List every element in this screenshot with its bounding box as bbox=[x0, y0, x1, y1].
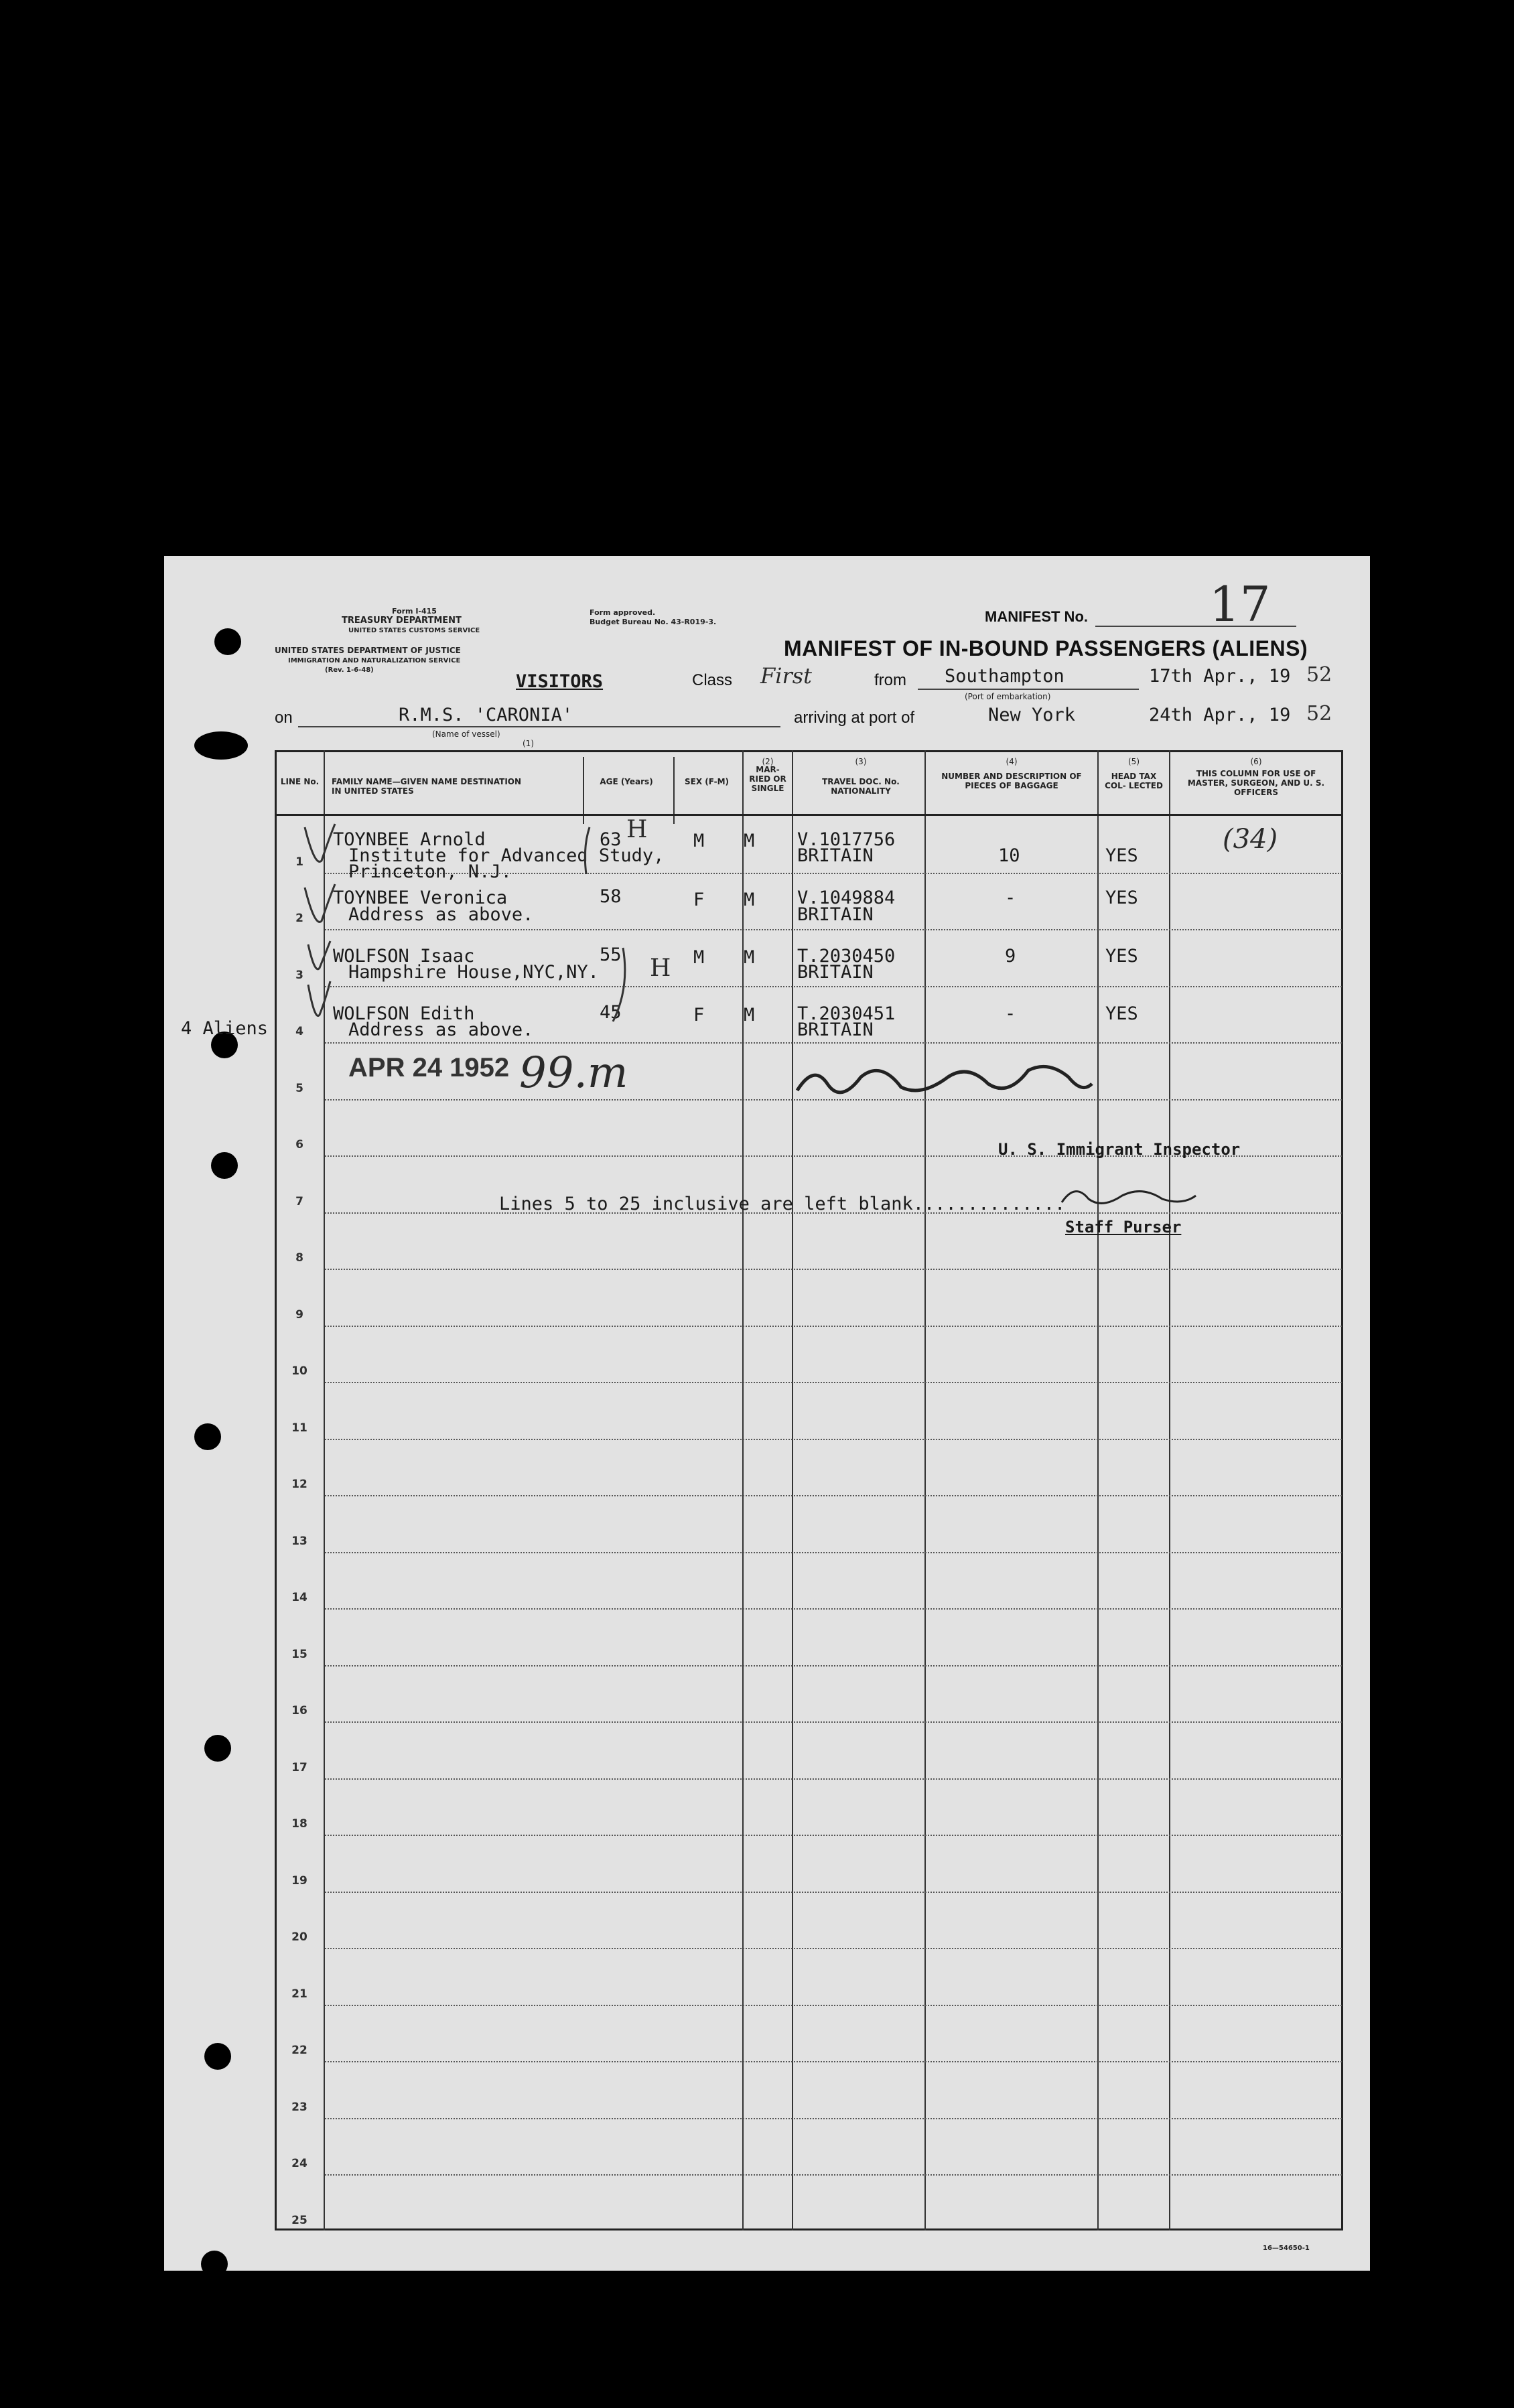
punch-hole bbox=[211, 1152, 238, 1179]
ins-service: IMMIGRATION AND NATURALIZATION SERVICE bbox=[288, 657, 461, 664]
row-rule bbox=[325, 1948, 1342, 1949]
line-number: 13 bbox=[291, 1534, 307, 1548]
arrival-port: New York bbox=[988, 705, 1076, 725]
col-header-married: MAR- RIED OR SINGLE bbox=[749, 765, 786, 793]
vessel-name: R.M.S. 'CARONIA' bbox=[399, 705, 573, 725]
baggage: - bbox=[1005, 1003, 1016, 1024]
blank-lines-note: Lines 5 to 25 inclusive are left blank.............. bbox=[499, 1194, 1066, 1214]
inspector-signature bbox=[787, 1057, 1095, 1111]
row-rule bbox=[325, 1269, 1342, 1270]
line-number: 10 bbox=[291, 1364, 307, 1378]
passenger-age: 58 bbox=[600, 886, 622, 907]
category: VISITORS bbox=[516, 671, 604, 692]
line-number: 25 bbox=[291, 2213, 307, 2227]
line-number: 21 bbox=[291, 1987, 307, 2001]
passenger-destination: Address as above. bbox=[348, 1019, 534, 1040]
purser-caption: Staff Purser bbox=[1065, 1218, 1182, 1236]
col-divider bbox=[742, 750, 744, 2230]
port-embark-caption: (Port of embarkation) bbox=[965, 692, 1051, 701]
travel-doc: V.1049884 bbox=[797, 888, 896, 908]
nationality: BRITAIN bbox=[797, 962, 874, 983]
passenger-sex: M bbox=[693, 831, 705, 851]
row-rule bbox=[325, 2174, 1342, 2176]
age-brackets bbox=[579, 821, 660, 1042]
line-number: 16 bbox=[291, 1704, 307, 1717]
row-rule bbox=[325, 2005, 1342, 2006]
col-header-name: FAMILY NAME—GIVEN NAME DESTINATION IN UNITED STATES bbox=[332, 777, 522, 796]
check-mark-icon bbox=[308, 941, 330, 969]
row-rule bbox=[325, 1495, 1342, 1496]
line-number: 20 bbox=[291, 1930, 307, 1944]
passenger-age: 63 bbox=[600, 829, 622, 850]
col-num-6: (6) bbox=[1250, 757, 1262, 766]
line-number: 1 bbox=[295, 855, 303, 869]
arrival-date: 24th Apr., 19 bbox=[1149, 705, 1291, 725]
travel-doc: V.1017756 bbox=[797, 829, 896, 850]
age-mark: H bbox=[650, 954, 671, 982]
row-rule bbox=[325, 1778, 1342, 1780]
passenger-sex: F bbox=[693, 890, 705, 910]
col-divider bbox=[1169, 750, 1170, 2230]
line-number: 19 bbox=[291, 1873, 307, 1888]
row-rule bbox=[325, 1835, 1342, 1836]
check-mark-icon bbox=[305, 884, 335, 922]
line-number: 18 bbox=[291, 1817, 307, 1831]
depart-year: 52 bbox=[1306, 663, 1332, 687]
row-rule bbox=[325, 986, 1342, 987]
revision: (Rev. 1-6-48) bbox=[325, 666, 374, 674]
baggage: 9 bbox=[1005, 946, 1016, 967]
row-rule bbox=[325, 1042, 1342, 1044]
row-rule bbox=[325, 1892, 1342, 1893]
head-tax: YES bbox=[1105, 888, 1138, 908]
manifest-no-line bbox=[1095, 626, 1296, 627]
line-number: 11 bbox=[291, 1421, 307, 1435]
check-mark-icon bbox=[308, 981, 330, 1016]
from-line bbox=[918, 689, 1139, 690]
nationality: BRITAIN bbox=[797, 845, 874, 866]
punch-hole bbox=[194, 1423, 221, 1450]
col-header-line: LINE No. bbox=[280, 777, 320, 786]
vessel-line bbox=[298, 726, 780, 727]
col-num-1-header: (1) bbox=[523, 739, 534, 748]
line-number: 14 bbox=[291, 1591, 307, 1604]
footer-code: 16—54650-1 bbox=[1263, 2245, 1310, 2252]
col-divider bbox=[1097, 750, 1099, 2230]
line-number: 17 bbox=[291, 1760, 307, 1774]
row-rule bbox=[325, 929, 1342, 930]
baggage: - bbox=[1005, 888, 1016, 908]
form-title: MANIFEST OF IN-BOUND PASSENGERS (ALIENS) bbox=[784, 636, 1308, 660]
budget-bureau: Budget Bureau No. 43-R019-3. bbox=[590, 618, 717, 626]
passenger-destination: Institute for Advanced Study, bbox=[348, 845, 665, 866]
baggage: 10 bbox=[998, 845, 1020, 866]
line-number: 23 bbox=[291, 2100, 307, 2114]
aliens-count: 4 Aliens bbox=[181, 1018, 269, 1039]
col-num-4: (4) bbox=[1006, 757, 1018, 766]
col-header-officers: THIS COLUMN FOR USE OF MASTER, SURGEON, AND U. S. OFFICERS bbox=[1187, 769, 1325, 797]
manifest-number: 17 bbox=[1209, 576, 1271, 632]
line-number: 9 bbox=[295, 1307, 303, 1322]
col-num-3: (3) bbox=[855, 757, 867, 766]
on-label: on bbox=[275, 709, 293, 727]
head-tax: YES bbox=[1105, 845, 1138, 866]
passenger-name: TOYNBEE Arnold bbox=[333, 829, 486, 850]
punch-hole bbox=[201, 2251, 228, 2277]
line-number: 12 bbox=[291, 1478, 307, 1491]
punch-hole bbox=[214, 628, 241, 655]
row-rule bbox=[325, 1439, 1342, 1440]
passenger-age: 45 bbox=[600, 1002, 622, 1023]
form-approved: Form approved. bbox=[590, 608, 656, 617]
header-rule bbox=[275, 814, 1343, 816]
passenger-destination: Address as above. bbox=[348, 904, 534, 925]
line-number: 2 bbox=[295, 912, 303, 925]
col-header-baggage: NUMBER AND DESCRIPTION OF PIECES OF BAGGAGE bbox=[941, 772, 1082, 790]
col-header-headtax: HEAD TAX COL- LECTED bbox=[1105, 772, 1163, 790]
row-rule bbox=[325, 1665, 1342, 1667]
col-header-sex: SEX (F-M) bbox=[685, 777, 729, 786]
line-number: 24 bbox=[291, 2157, 307, 2170]
passenger-married: M bbox=[744, 947, 755, 968]
nationality: BRITAIN bbox=[797, 904, 874, 925]
line-number: 3 bbox=[295, 968, 303, 982]
row-rule bbox=[325, 1382, 1342, 1383]
passenger-married: M bbox=[744, 831, 755, 851]
travel-doc: T.2030450 bbox=[797, 946, 896, 967]
col-divider bbox=[792, 750, 793, 2230]
head-tax: YES bbox=[1105, 946, 1138, 967]
line-number: 4 bbox=[295, 1025, 303, 1038]
form-number: Form I-415 bbox=[392, 607, 437, 616]
passenger-name: WOLFSON Isaac bbox=[333, 946, 475, 967]
col-num-5: (5) bbox=[1128, 757, 1140, 766]
inspector-caption: U. S. Immigrant Inspector bbox=[998, 1140, 1241, 1159]
officer-note: (34) bbox=[1223, 824, 1278, 855]
row-rule bbox=[325, 1326, 1342, 1327]
passenger-name: TOYNBEE Veronica bbox=[333, 888, 508, 908]
row-rule bbox=[325, 1721, 1342, 1723]
passenger-sex: F bbox=[693, 1005, 705, 1025]
passenger-name: WOLFSON Edith bbox=[333, 1003, 475, 1024]
class-value: First bbox=[760, 663, 813, 689]
from-label: from bbox=[874, 671, 906, 689]
inspector-initials: 99.m bbox=[519, 1048, 628, 1098]
punch-hole bbox=[194, 731, 248, 760]
manifest-sheet bbox=[164, 556, 1370, 2271]
row-rule bbox=[325, 1552, 1342, 1553]
vessel-caption: (Name of vessel) bbox=[432, 729, 500, 739]
line-number: 5 bbox=[295, 1081, 303, 1095]
treasury-dept: TREASURY DEPARTMENT bbox=[342, 616, 462, 626]
passenger-age: 55 bbox=[600, 944, 622, 965]
col-header-travel: TRAVEL DOC. No. NATIONALITY bbox=[822, 777, 900, 796]
date-stamp: APR 24 1952 bbox=[348, 1053, 510, 1082]
from-value: Southampton bbox=[945, 666, 1064, 687]
line-number: 22 bbox=[291, 2044, 307, 2057]
class-label: Class bbox=[692, 671, 733, 689]
row-rule bbox=[325, 2061, 1342, 2062]
row-rule bbox=[325, 1608, 1342, 1610]
line-number: 7 bbox=[295, 1194, 303, 1208]
depart-date: 17th Apr., 19 bbox=[1149, 666, 1291, 687]
purser-signature bbox=[1055, 1179, 1202, 1212]
passenger-destination: Hampshire House,NYC,NY. bbox=[348, 962, 599, 983]
col-num-2: (2) bbox=[762, 757, 774, 766]
passenger-destination-2: Princeton, N.J. bbox=[348, 861, 512, 882]
customs-service: UNITED STATES CUSTOMS SERVICE bbox=[348, 627, 480, 634]
passenger-married: M bbox=[744, 890, 755, 910]
punch-hole bbox=[204, 1735, 231, 1762]
arrival-year: 52 bbox=[1306, 702, 1332, 725]
arriving-label: arriving at port of bbox=[794, 709, 915, 727]
travel-doc: T.2030451 bbox=[797, 1003, 896, 1024]
justice-dept: UNITED STATES DEPARTMENT OF JUSTICE bbox=[275, 646, 461, 655]
col-divider bbox=[924, 750, 926, 2230]
head-tax: YES bbox=[1105, 1003, 1138, 1024]
nationality: BRITAIN bbox=[797, 1019, 874, 1040]
passenger-married: M bbox=[744, 1005, 755, 1025]
col-header-age: AGE (Years) bbox=[600, 777, 653, 786]
manifest-no-label: MANIFEST No. bbox=[985, 608, 1088, 625]
row-rule bbox=[325, 2118, 1342, 2119]
line-number: 6 bbox=[295, 1138, 303, 1151]
check-mark-icon bbox=[305, 824, 335, 861]
passenger-sex: M bbox=[693, 947, 705, 968]
line-number: 15 bbox=[291, 1647, 307, 1661]
punch-hole bbox=[204, 2043, 231, 2070]
line-number: 8 bbox=[295, 1251, 303, 1265]
check-marks bbox=[298, 821, 352, 1042]
age-mark: H bbox=[626, 816, 648, 843]
